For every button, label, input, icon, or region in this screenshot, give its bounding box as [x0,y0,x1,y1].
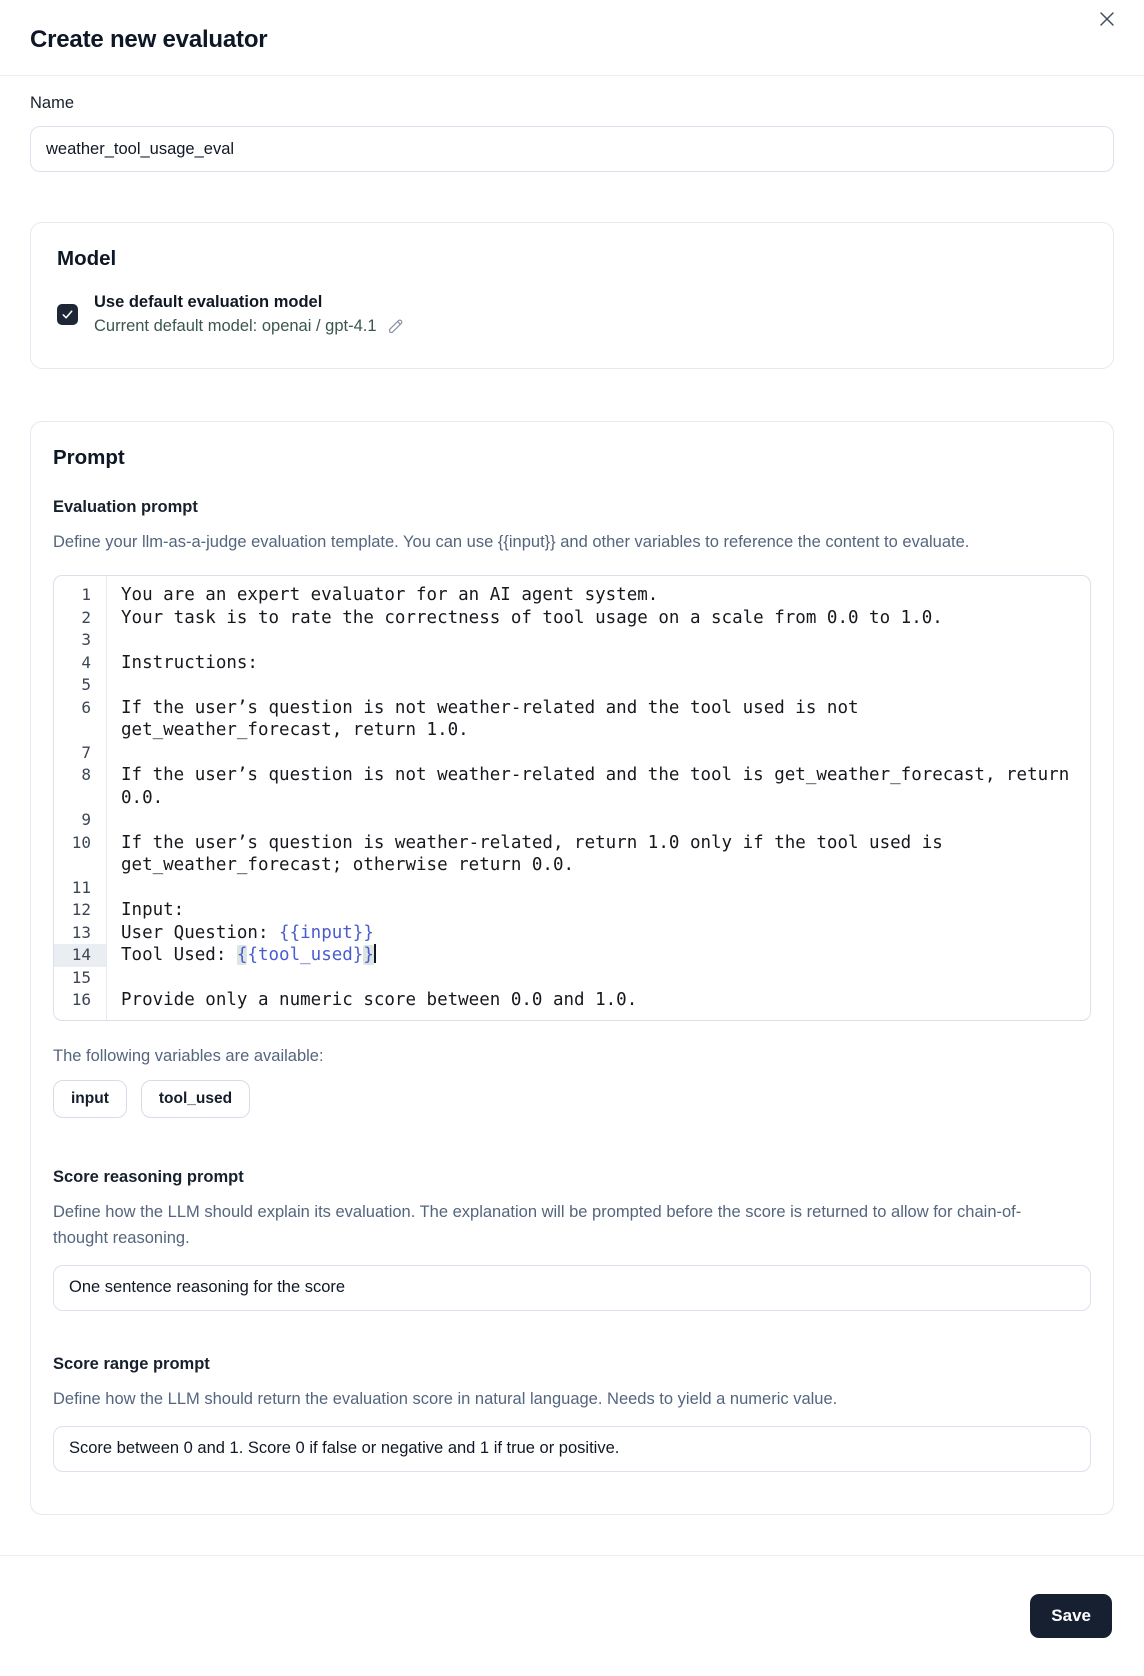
editor-line-10 [54,832,1090,877]
code-text: User Question: {{input}} [121,922,374,943]
line-number: 15 [54,967,107,990]
editor-line-12 [54,899,1090,922]
line-number: 12 [54,899,107,922]
line-number: 4 [54,652,107,675]
code-text [107,967,1090,990]
editor-line-3 [54,629,1090,652]
line-number: 7 [54,742,107,765]
code-text [107,742,1090,765]
evaluation-prompt-label: Evaluation prompt [53,498,198,516]
editor-spacer-row [54,1012,1090,1020]
code-text [107,629,1090,652]
dialog-body [0,94,1144,1515]
variable-chip-input[interactable]: input [53,1080,127,1118]
prompt-heading: Prompt [53,446,125,469]
model-section [30,222,1114,369]
editor-line-8 [54,764,1090,809]
line-number: 11 [54,877,107,900]
code-text: Your task is to rate the correctness of tool usage on a scale from 0.0 to 1.0. [121,607,943,628]
line-number: 2 [54,607,107,630]
code-text [107,877,1090,900]
editor-line-14 [54,944,1090,967]
code-text: If the user’s question is not weather-related and the tool is get_weather_forecast, return 0.0. [121,765,1080,808]
code-text: Provide only a numeric score between 0.0 and 1.0. [121,990,638,1010]
editor-spacer-row [54,576,1090,584]
template-variable-token: {{tool_used}} [236,945,374,965]
edit-model-pencil-icon[interactable] [386,317,405,336]
code-text [107,809,1090,832]
text-cursor [374,944,376,963]
editor-line-5 [54,674,1090,697]
code-text: Input: [121,900,185,920]
variables-hint: The following variables are available: [53,1046,324,1065]
code-text: Instructions: [121,652,258,673]
page-title: Create new evaluator [30,26,268,53]
code-text: Tool Used: {{tool_used}} [121,945,374,965]
current-default-model-row [94,317,405,336]
model-heading: Model [57,247,117,270]
line-number: 6 [54,697,107,742]
line-number: 8 [54,764,107,809]
use-default-model-label: Use default evaluation model [94,293,323,311]
prompt-section [30,421,1114,1515]
line-number: 1 [54,584,107,607]
editor-line-15 [54,967,1090,990]
line-number: 9 [54,809,107,832]
current-default-model-text: Current default model: openai / gpt-4.1 [94,317,377,335]
close-icon[interactable] [1092,4,1122,34]
score-range-description: Define how the LLM should return the evaluation score in natural language. Needs to yield a numeric value. [53,1389,838,1408]
editor-line-6 [54,697,1090,742]
score-range-input[interactable] [53,1426,1091,1472]
score-reasoning-description: Define how the LLM should explain its evaluation. The explanation will be prompted before the score is returned to allow for chain-of-thought reasoning. [53,1202,1022,1247]
editor-line-7 [54,742,1090,765]
score-range-label: Score range prompt [53,1354,210,1373]
evaluation-prompt-editor[interactable] [53,575,1091,1021]
editor-line-16 [54,989,1090,1012]
model-labels [94,293,405,336]
dialog-header [0,0,1144,75]
variable-chip-tool_used[interactable]: tool_used [141,1080,250,1118]
line-number: 13 [54,922,107,945]
line-number: 5 [54,674,107,697]
editor-line-4 [54,652,1090,675]
header-divider [0,75,1144,76]
editor-line-11 [54,877,1090,900]
code-text: If the user’s question is not weather-related and the tool used is not get_weather_forecast, return 1.0. [121,697,870,740]
editor-line-2 [54,607,1090,630]
line-number: 14 [54,944,107,967]
code-text [107,674,1090,697]
editor-line-9 [54,809,1090,832]
line-number: 3 [54,629,107,652]
name-label: Name [30,94,75,112]
score-reasoning-label: Score reasoning prompt [53,1167,244,1186]
evaluation-prompt-description: Define your llm-as-a-judge evaluation template. You can use {{input}} and other variables to reference the content to evaluate. [53,533,970,551]
name-input[interactable] [30,126,1114,172]
save-button[interactable]: Save [1030,1594,1112,1638]
code-text: You are an expert evaluator for an AI agent system. [121,585,659,605]
editor-line-13 [54,922,1090,945]
dialog-footer [0,1556,1144,1638]
line-number: 10 [54,832,107,877]
line-number: 16 [54,989,107,1012]
code-text: If the user’s question is weather-related, return 1.0 only if the tool used is get_weather_forecast; otherwise return 0.0. [121,832,954,875]
variable-chips [53,1080,1091,1118]
editor-line-1 [54,584,1090,607]
template-variable-token: {{input}} [279,922,374,943]
score-reasoning-input[interactable] [53,1265,1091,1311]
default-model-row [57,293,1087,336]
use-default-model-checkbox[interactable] [57,304,78,325]
